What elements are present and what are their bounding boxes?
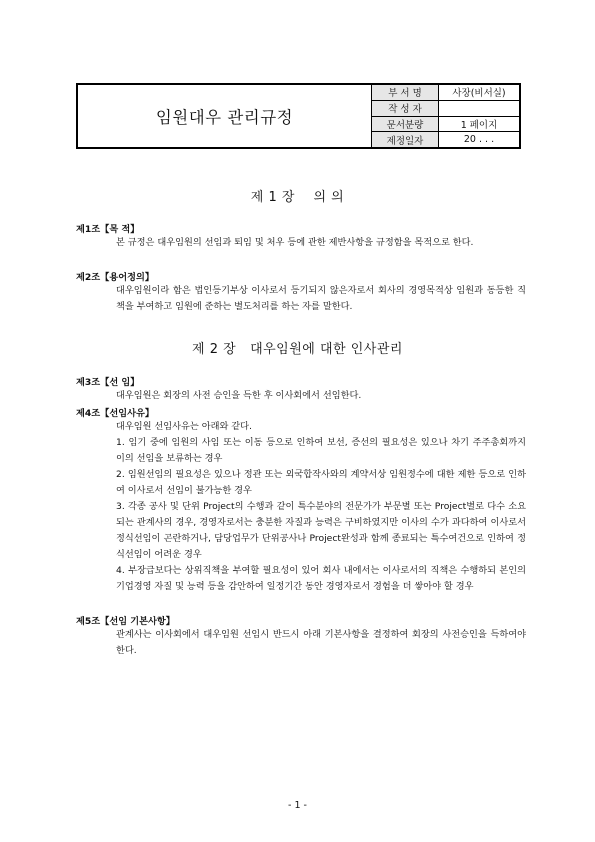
article-4-item: 3. 각종 공사 및 단위 Project의 수행과 같이 특수분야의 전문가가 부문별 또는 Project별로 다수 소요되는 관계사의 경우, 경영자로서는 충분한 자질과 능력은 구비하였지만 이사의 수가 과다하여 이사로서 정식선임이 곤란하거나, 담당업무가 단위공사나 Project완성과 함께 종료되는 특수여건으로 인하여 정식선임이 어려운 경우	[116, 501, 526, 560]
article-5-body	[116, 627, 526, 659]
article-3-heading: 제3조【선 임】	[76, 377, 140, 388]
article-4-item: 4. 부장급보다는 상위직책을 부여할 필요성이 있어 회사 내에서는 이사로서의 직책은 수행하되 본인의 기업경영 자질 및 능력 등을 감안하여 일정기간 동안 경영자로서 경험을 더 쌓아야 할 경우	[116, 565, 526, 592]
meta-label: 부 서 명	[372, 85, 439, 100]
meta-value: 20 . . .	[463, 134, 495, 146]
article-4-heading: 제4조【선임사유】	[76, 408, 155, 419]
meta-value	[439, 101, 519, 116]
article-2-heading: 제2조【용어정의】	[76, 272, 155, 283]
meta-row-length	[372, 117, 519, 133]
article-1-heading: 제1조【목 적】	[76, 224, 140, 235]
article-3-text: 대우임원은 회장의 사전 승인을 득한 후 이사회에서 선임한다.	[116, 390, 362, 401]
meta-row-department	[372, 85, 519, 101]
article-1-text: 본 규정은 대우임원의 선임과 퇴임 및 처우 등에 관한 제반사항을 규정함을 목적으로 한다.	[116, 237, 474, 248]
document-meta-table	[372, 85, 519, 147]
article-4-body	[116, 419, 526, 595]
article-5-text: 관계사는 이사회에서 대우임원 선임시 반드시 아래 기본사항을 결정하여 회장의 사전승인을 득하여야 한다.	[116, 629, 526, 656]
meta-label: 제정일자	[372, 132, 439, 147]
article-4-item: 1. 임기 중에 임원의 사임 또는 이동 등으로 인하여 보선, 증선의 필요성은 있으나 차기 주주총회까지 이의 선임을 보류하는 경우	[116, 437, 526, 464]
chapter-1-heading: 제 1 장 의 의	[250, 190, 345, 205]
article-1-body	[116, 235, 526, 251]
page-number: - 1 -	[288, 800, 307, 811]
article-2-text: 대우임원이라 함은 법인등기부상 이사로서 등기되지 않은자로서 회사의 경영목적상 임원과 동등한 직책을 부여하고 임원에 준하는 별도처리를 하는 자를 말한다.	[116, 285, 526, 312]
article-5-heading: 제5조【선임 기본사항】	[76, 616, 175, 627]
meta-value: 1 페이지	[460, 119, 498, 131]
meta-row-author	[372, 101, 519, 117]
meta-row-date	[372, 132, 519, 147]
article-2-body	[116, 283, 526, 315]
article-4-item: 2. 임원선임의 필요성은 있으나 정관 또는 외국합작사와의 계약서상 임원정수에 대한 제한 등으로 인하여 이사로서 선임이 불가능한 경우	[116, 469, 526, 496]
article-3-body	[116, 388, 526, 404]
meta-value: 사장(비서실)	[452, 88, 506, 100]
document-title: 임원대우 관리규정	[78, 85, 372, 147]
chapter-2-heading: 제 2 장 대우임원에 대한 인사관리	[192, 342, 403, 357]
document-header-box	[76, 83, 521, 149]
article-4-intro: 대우임원 선임사유는 아래와 같다.	[116, 421, 252, 432]
meta-label: 문서분량	[372, 117, 439, 132]
meta-label: 작 성 자	[372, 101, 439, 116]
